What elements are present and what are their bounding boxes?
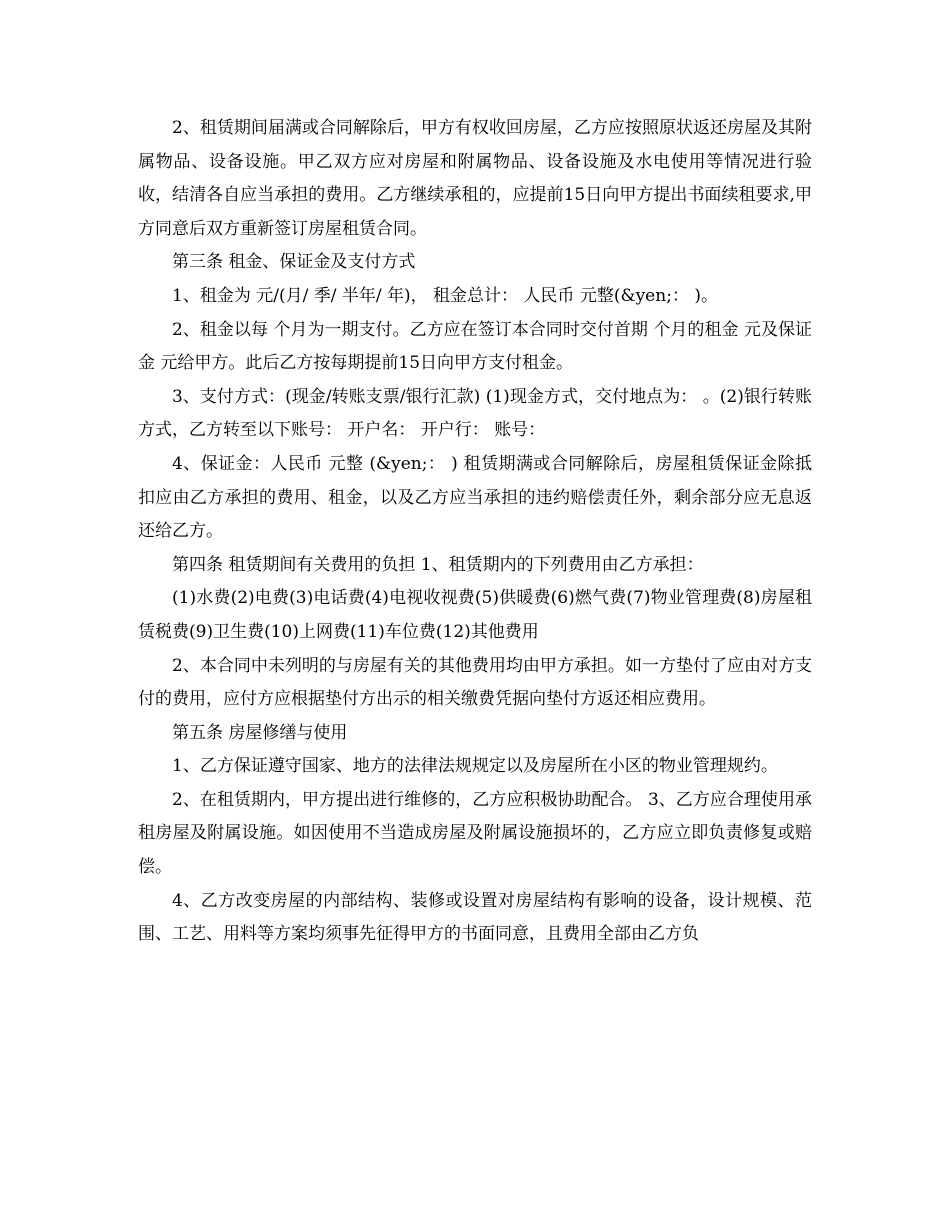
- paragraph-compliance: 1、乙方保证遵守国家、地方的法律法规规定以及房屋所在小区的物业管理规约。: [172, 756, 778, 777]
- paragraph-other-fees: 2、本合同中未列明的与房屋有关的其他费用均由甲方承担。如一方垫付了应由对方支付的费用，应付方应根据垫付方出示的相关缴费凭据向垫付方返还相应费用。: [138, 655, 812, 710]
- paragraph-rent-period: 2、租金以每 个月为一期支付。乙方应在签订本合同时交付首期 个月的租金 元及保证金 元给甲方。此后乙方按每期提前15日向甲方支付租金。: [138, 319, 812, 374]
- heading-article-4: 第四条 租赁期间有关费用的负担 1、租赁期内的下列费用由乙方承担：: [172, 554, 704, 575]
- paragraph-deposit: 4、保证金：人民币 元整 (&yen;： ) 租赁期满或合同解除后，房屋租赁保证金除抵扣应由乙方承担的费用、租金，以及乙方应当承担的违约赔偿责任外，剩余部分应无息返还给乙方。: [138, 453, 812, 542]
- paragraph-rent-amount: 1、租金为 元/(月/ 季/ 半年/ 年)， 租金总计： 人民币 元整(&yen;： )。: [172, 285, 718, 306]
- paragraph-payment-method: 3、支付方式：(现金/转账支票/银行汇款) (1)现金方式，交付地点为： 。(2)银行转账方式，乙方转至以下账号： 开户名： 开户行： 账号：: [138, 386, 812, 441]
- heading-article-3: 第三条 租金、保证金及支付方式: [172, 252, 416, 273]
- paragraph-repairs: 2、在租赁期内，甲方提出进行维修的，乙方应积极协助配合。 3、乙方应合理使用承租房屋及附属设施。如因使用不当造成房屋及附属设施损坏的，乙方应立即负责修复或赔偿。: [138, 789, 812, 878]
- heading-article-5: 第五条 房屋修缮与使用: [172, 722, 348, 743]
- paragraph-lease-expiry: 2、租赁期间届满或合同解除后，甲方有权收回房屋，乙方应按照原状返还房屋及其附属物品、设备设施。甲乙双方应对房屋和附属物品、设备设施及水电使用等情况进行验收，结清各自应当承担的费用。乙方继续承租的，应提前15日向甲方提出书面续租要求,甲方同意后双方重新签订房屋租赁合同。: [138, 118, 812, 239]
- paragraph-structure-changes: 4、乙方改变房屋的内部结构、装修或设置对房屋结构有影响的设备，设计规模、范围、工艺、用料等方案均须事先征得甲方的书面同意，且费用全部由乙方负: [138, 890, 812, 945]
- paragraph-fee-list: (1)水费(2)电费(3)电话费(4)电视收视费(5)供暖费(6)燃气费(7)物业管理费(8)房屋租赁税费(9)卫生费(10)上网费(11)车位费(12)其他费用: [138, 588, 812, 642]
